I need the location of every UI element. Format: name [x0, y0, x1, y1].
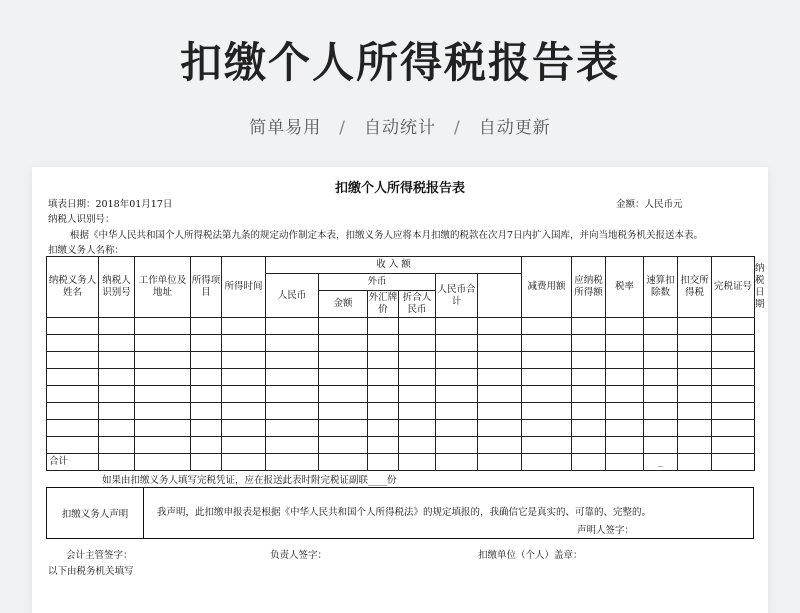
declaration-label: 扣缴义务人声明	[47, 488, 144, 538]
table-row	[47, 386, 755, 403]
header-converted-rmb: 折合人民币	[399, 291, 436, 318]
header-taxable-income: 应纳税所得额	[572, 257, 606, 318]
header-exchange-rate: 外汇牌价	[368, 291, 399, 318]
feature-separator: /	[339, 118, 346, 138]
tax-office-section: 以下由税务机关填写	[48, 566, 134, 577]
declaration-text: 我声明，此扣缴申报表是根据《中华人民共和国个人所得税法》的规定填报的，我确信它是真实的、可靠的、完整的。	[157, 507, 652, 518]
declaration-box	[46, 487, 754, 539]
responsible-sign[interactable]: 负责人签字：	[270, 550, 328, 561]
header-employer: 工作单位及地址	[135, 257, 191, 318]
header-foreign-amount: 金额	[319, 291, 368, 318]
header-taxpayer-id: 纳税人识别号	[99, 257, 135, 318]
attachment-note: 如果由扣缴义务人填写完税凭证，应在报送此表时附完税证副联____份	[102, 475, 397, 486]
header-rmb-total: 人民币合计	[436, 274, 478, 318]
table-row	[47, 335, 755, 352]
amount-unit-value: 人民币元	[644, 199, 683, 210]
feature-auto-stats: 自动统计	[364, 118, 436, 138]
header-income-item: 所得项目	[191, 257, 222, 318]
table-row	[47, 352, 755, 369]
header-taxpayer-name: 纳税义务人姓名	[47, 257, 99, 318]
header-tax-withheld: 扣交所得税	[678, 257, 712, 318]
withholder-name-label: 扣缴义务人名称：	[48, 245, 125, 256]
declarant-sign[interactable]: 声明人签字：	[577, 525, 635, 536]
accountant-sign[interactable]: 会计主管签字：	[66, 550, 133, 561]
table-row	[47, 318, 755, 335]
feature-separator: /	[454, 118, 461, 138]
fill-date-value: 2018年01月17日	[95, 199, 173, 210]
tax-table: 纳税义务人姓名 纳税人识别号 工作单位及地址 所得项目 所得时间 收 入 额 减费用额 应纳税所得额 税率 速算扣除数 扣交所得税 完税证号 纳税日期 人民币 外币 人民币合计 金额 外汇牌价 折合人民币 合计 _	[46, 256, 755, 471]
feature-auto-update: 自动更新	[478, 118, 551, 138]
table-row	[47, 420, 755, 437]
fill-date-label: 填表日期：	[48, 199, 96, 210]
banner-title: 扣缴个人所得税报告表	[179, 38, 620, 87]
table-row	[47, 403, 755, 420]
table-row	[47, 369, 755, 386]
preamble: 根据《中华人民共和国个人所得税法第九条的规定动作制定本表，扣缴义务人应将本月扣缴的税款在次月7日内扩入国库，并向当地税务机关报送本表。	[70, 230, 704, 241]
fill-date	[48, 196, 172, 210]
form-sheet	[32, 167, 768, 613]
header-quick-deduction: 速算扣除数	[644, 257, 678, 318]
total-row	[47, 454, 755, 471]
total-label: 合计	[47, 454, 99, 471]
table-row	[47, 437, 755, 454]
taxpayer-id-label: 纳税人识别号：	[48, 214, 115, 225]
unit-seal[interactable]: 扣缴单位（个人）盖章：	[478, 550, 583, 561]
form-title: 扣缴个人所得税报告表	[334, 181, 465, 196]
banner-features	[0, 113, 800, 138]
amount-label: 金额：	[616, 199, 645, 210]
feature-easy: 简单易用	[249, 118, 322, 138]
amount-unit	[616, 196, 683, 210]
header-income-period: 所得时间	[222, 257, 266, 318]
header-income-amount: 收 入 额	[266, 257, 522, 274]
header-tax-cert-no: 完税证号	[712, 257, 755, 318]
header-deduction: 减费用额	[522, 257, 572, 318]
header-tax-rate: 税率	[606, 257, 644, 318]
total-tax-withheld: _	[644, 454, 678, 471]
header-foreign: 外币	[319, 274, 436, 291]
header-rmb: 人民币	[266, 274, 319, 318]
